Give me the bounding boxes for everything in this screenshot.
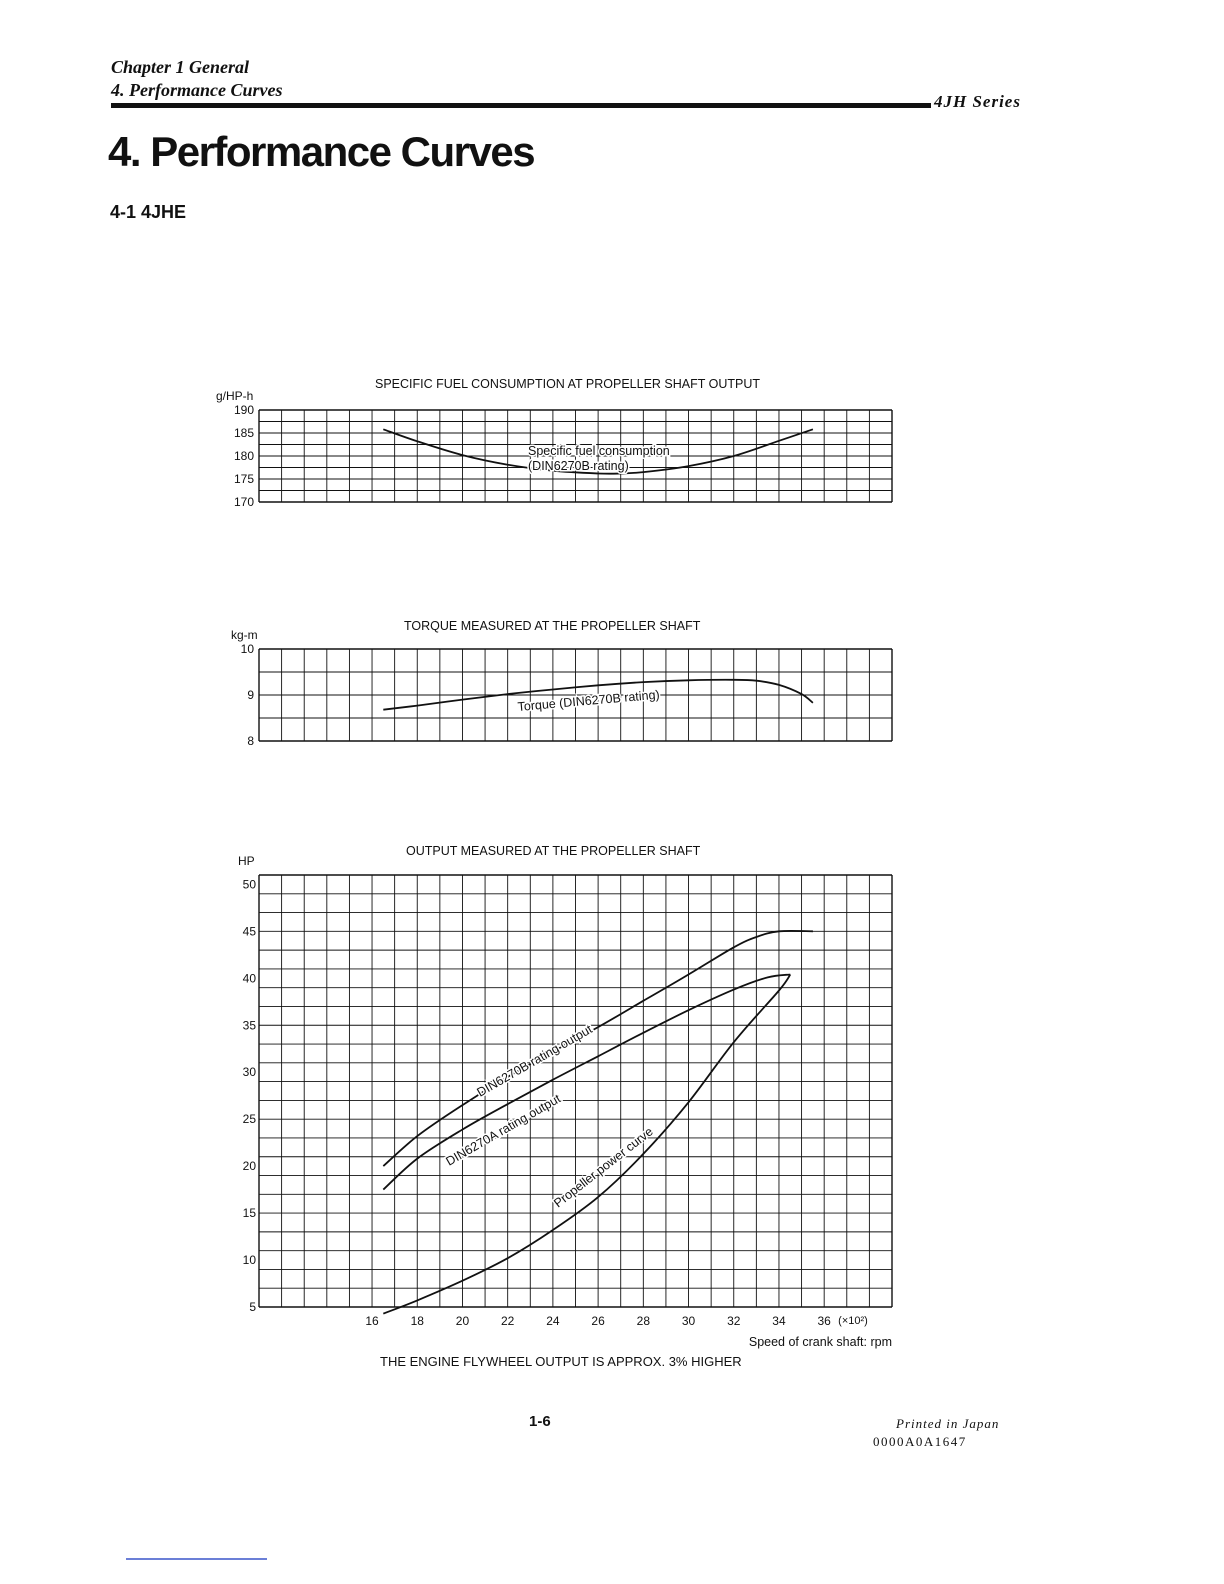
x-tick-label: 18 <box>410 1314 424 1328</box>
y-unit-torque: kg-m <box>231 628 258 642</box>
series-label-fuel-0: Specific fuel consumption <box>528 444 670 458</box>
y-tick-label: 35 <box>242 1018 256 1033</box>
series-label-output-1: DIN6270A rating output <box>443 1091 564 1169</box>
y-tick-label: 180 <box>233 449 254 463</box>
y-tick-label: 25 <box>242 1112 256 1127</box>
y-tick-label: 10 <box>242 1253 256 1268</box>
y-unit-output: HP <box>238 854 255 868</box>
y-tick-label: 175 <box>233 472 254 486</box>
y-unit-fuel: g/HP-h <box>216 389 254 403</box>
chart-title-fuel: SPECIFIC FUEL CONSUMPTION AT PROPELLER SHAFT OUTPUT <box>375 377 761 391</box>
y-tick-label: 8 <box>247 734 254 748</box>
x-tick-label: 20 <box>455 1314 470 1328</box>
y-tick-label: 15 <box>242 1206 256 1221</box>
series-label: 4JH Series <box>934 92 1021 111</box>
series-label-output-0: DIN6270B rating output <box>474 1022 595 1100</box>
y-tick-label: 50 <box>242 877 256 892</box>
sub-title: 4-1 4JHE <box>110 202 187 222</box>
page-title: 4. Performance Curves <box>108 128 535 175</box>
y-tick-label: 10 <box>240 642 254 656</box>
series-label-torque-0: Torque (DIN6270B rating) <box>517 687 661 714</box>
section-heading: 4. Performance Curves <box>111 80 283 100</box>
series-label-fuel-0: (DIN6270B rating) <box>528 459 629 473</box>
chart-title-torque: TORQUE MEASURED AT THE PROPELLER SHAFT <box>404 619 701 633</box>
y-tick-label: 9 <box>247 688 254 702</box>
y-tick-label: 185 <box>233 426 254 440</box>
y-tick-label: 20 <box>242 1159 256 1174</box>
x-tick-label: 28 <box>636 1314 651 1328</box>
y-tick-label: 5 <box>249 1300 256 1314</box>
y-tick-label: 190 <box>233 403 254 417</box>
footnote: THE ENGINE FLYWHEEL OUTPUT IS APPROX. 3% HIGHER <box>380 1354 742 1369</box>
x-axis-label: Speed of crank shaft: rpm <box>748 1335 892 1349</box>
series-label-output-2: Propeller power curve <box>551 1124 656 1211</box>
y-tick-label: 170 <box>233 495 254 509</box>
x-tick-label: 36 <box>817 1314 831 1328</box>
document-code: 0000A0A1647 <box>873 1434 967 1449</box>
x-tick-label: 16 <box>365 1314 379 1328</box>
y-tick-label: 40 <box>242 971 256 986</box>
x-tick-label: 26 <box>591 1314 605 1328</box>
x-tick-label: 34 <box>772 1314 786 1328</box>
printed-in: Printed in Japan <box>896 1416 1000 1431</box>
chart-title-output: OUTPUT MEASURED AT THE PROPELLER SHAFT <box>406 844 701 858</box>
x-tick-label: 32 <box>727 1314 741 1328</box>
x-tick-label: 24 <box>546 1314 560 1328</box>
y-tick-label: 45 <box>242 924 256 939</box>
page-number: 1-6 <box>529 1413 551 1430</box>
bottom-link-underline[interactable] <box>126 1558 267 1560</box>
x-tick-label: 30 <box>681 1314 696 1328</box>
x-multiplier: (×10²) <box>838 1315 868 1327</box>
x-tick-label: 22 <box>500 1314 515 1328</box>
y-tick-label: 30 <box>242 1065 256 1080</box>
chapter-heading: Chapter 1 General <box>111 57 250 77</box>
